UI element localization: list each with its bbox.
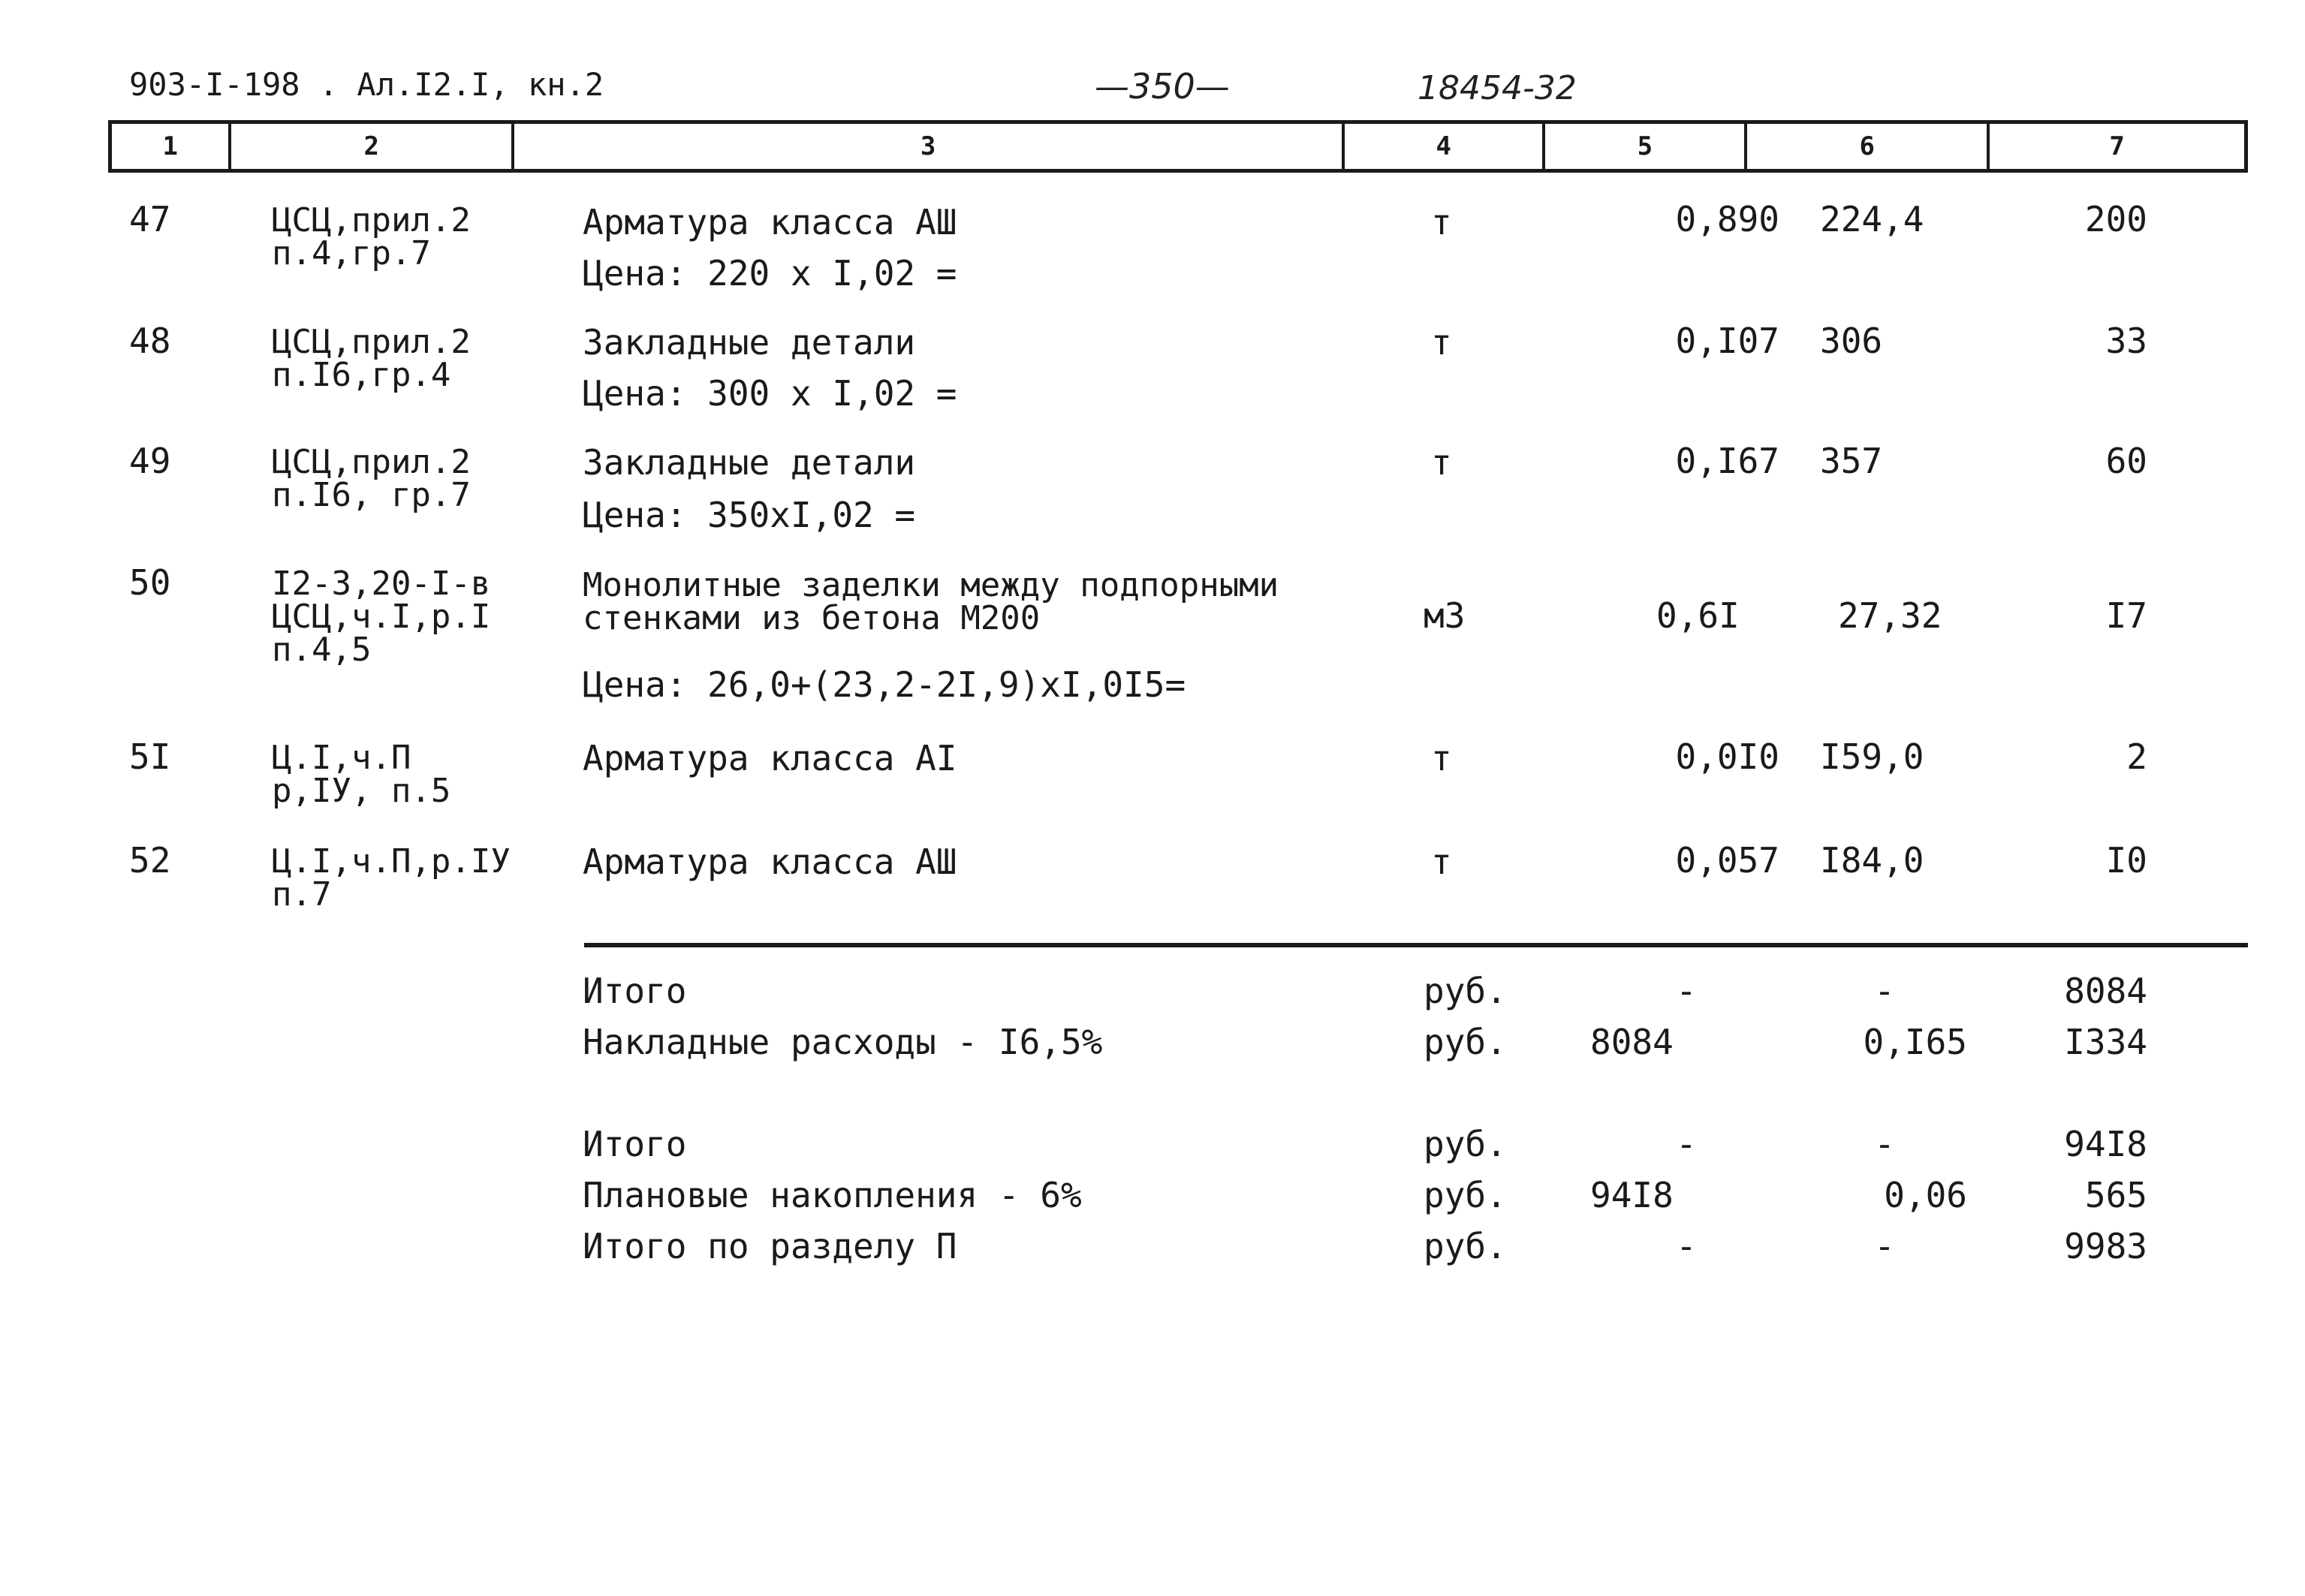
row-description: Арматура класса АШ bbox=[583, 202, 957, 242]
column-header: 3 bbox=[514, 124, 1345, 169]
summary-label: Плановые накопления - 6% bbox=[583, 1175, 1082, 1215]
summary-unit: руб. bbox=[1424, 1226, 1507, 1266]
summary-base: - bbox=[1676, 971, 1697, 1011]
column-header: 7 bbox=[2109, 131, 2125, 161]
row-unit: т bbox=[1431, 322, 1452, 363]
row-reference: р,IУ, п.5 bbox=[272, 772, 451, 810]
row-reference: п.7 bbox=[272, 875, 332, 914]
summary-total: 565 bbox=[2084, 1175, 2147, 1215]
row-description: Закладные детали bbox=[583, 442, 916, 483]
row-number: 48 bbox=[129, 321, 171, 361]
summary-base: - bbox=[1676, 1226, 1697, 1266]
row-reference: п.4,5 bbox=[272, 631, 372, 669]
column-header-row bbox=[108, 120, 2248, 173]
row-reference: Ц.I,ч.П bbox=[272, 739, 411, 777]
summary-total: 8084 bbox=[2064, 971, 2147, 1011]
summary-base: - bbox=[1676, 1124, 1697, 1164]
row-number: 50 bbox=[129, 562, 171, 603]
row-unit: т bbox=[1431, 442, 1452, 483]
summary-base: 8084 bbox=[1590, 1022, 1674, 1062]
row-reference: ЦСЦ,ч.I,р.I bbox=[272, 598, 491, 636]
column-header: 2 bbox=[231, 124, 514, 169]
row-quantity: 0,890 bbox=[1675, 199, 1779, 239]
document-reference: 903-I-198 . Ал.I2.I, кн.2 bbox=[129, 66, 604, 103]
page-number: —350— bbox=[1095, 66, 1230, 107]
row-price-formula: Цена: 350хI,02 = bbox=[583, 495, 916, 535]
row-description: Монолитные заделки между подпорными bbox=[583, 566, 1279, 604]
row-quantity: 0,6I bbox=[1656, 595, 1740, 636]
row-description: Закладные детали bbox=[583, 322, 916, 363]
handwritten-note: 18454-32 bbox=[1418, 69, 1577, 107]
row-number: 49 bbox=[129, 441, 171, 481]
row-cost: I84,0 bbox=[1820, 840, 1924, 881]
row-unit: т bbox=[1431, 202, 1452, 242]
summary-rate: 0,06 bbox=[1884, 1175, 1967, 1215]
row-price-formula: Цена: 300 х I,02 = bbox=[583, 373, 957, 414]
summary-divider bbox=[584, 943, 2248, 947]
column-header: 6 bbox=[1747, 124, 1990, 169]
row-total: 200 bbox=[2084, 199, 2147, 239]
row-unit: т bbox=[1431, 738, 1452, 778]
summary-total: 94I8 bbox=[2064, 1124, 2147, 1164]
column-header: 5 bbox=[1545, 124, 1747, 169]
row-description: Арматура класса АШ bbox=[583, 842, 957, 882]
summary-unit: руб. bbox=[1424, 1175, 1507, 1215]
summary-label: Итого bbox=[583, 1124, 687, 1164]
column-header: 1 bbox=[112, 124, 231, 169]
row-cost: 357 bbox=[1820, 441, 1883, 481]
row-unit: м3 bbox=[1424, 595, 1466, 636]
summary-label: Итого по разделу П bbox=[583, 1226, 957, 1266]
row-total: I0 bbox=[2105, 840, 2147, 881]
summary-rate: 0,I65 bbox=[1863, 1022, 1967, 1062]
row-reference: Ц.I,ч.П,р.IУ bbox=[272, 842, 511, 881]
summary-total: 9983 bbox=[2064, 1226, 2147, 1266]
row-quantity: 0,I07 bbox=[1675, 321, 1779, 361]
row-number: 47 bbox=[129, 199, 171, 239]
row-reference: I2-3,20-I-в bbox=[272, 565, 491, 603]
row-cost: I59,0 bbox=[1820, 736, 1924, 777]
summary-label: Итого bbox=[583, 971, 687, 1011]
row-reference: ЦСЦ,прил.2 bbox=[272, 443, 471, 481]
summary-base: 94I8 bbox=[1590, 1175, 1674, 1215]
summary-rate: - bbox=[1874, 971, 1895, 1011]
row-total: 33 bbox=[2105, 321, 2147, 361]
row-unit: т bbox=[1431, 842, 1452, 882]
row-quantity: 0,I67 bbox=[1675, 441, 1779, 481]
row-number: 5I bbox=[129, 736, 171, 777]
summary-unit: руб. bbox=[1424, 971, 1507, 1011]
row-description: Арматура класса АI bbox=[583, 738, 957, 778]
row-reference: ЦСЦ,прил.2 bbox=[272, 201, 471, 239]
row-reference: ЦСЦ,прил.2 bbox=[272, 323, 471, 361]
row-reference: п.I6,гр.4 bbox=[272, 356, 451, 394]
row-description: стенками из бетона М200 bbox=[583, 599, 1041, 637]
summary-total: I334 bbox=[2064, 1022, 2147, 1062]
summary-unit: руб. bbox=[1424, 1022, 1507, 1062]
row-quantity: 0,057 bbox=[1675, 840, 1779, 881]
row-cost: 306 bbox=[1820, 321, 1883, 361]
summary-rate: - bbox=[1874, 1124, 1895, 1164]
row-reference: п.I6, гр.7 bbox=[272, 476, 471, 514]
summary-label: Накладные расходы - I6,5% bbox=[583, 1022, 1103, 1062]
row-total: 2 bbox=[2126, 736, 2147, 777]
summary-rate: - bbox=[1874, 1226, 1895, 1266]
row-cost: 224,4 bbox=[1820, 199, 1924, 239]
row-total: I7 bbox=[2105, 595, 2147, 636]
row-reference: п.4,гр.7 bbox=[272, 234, 431, 273]
column-header: 4 bbox=[1345, 124, 1545, 169]
row-cost: 27,32 bbox=[1838, 595, 1942, 636]
row-number: 52 bbox=[129, 840, 171, 881]
row-quantity: 0,0I0 bbox=[1675, 736, 1779, 777]
row-price-formula: Цена: 26,0+(23,2-2I,9)хI,0I5= bbox=[583, 664, 1186, 705]
row-total: 60 bbox=[2105, 441, 2147, 481]
row-price-formula: Цена: 220 х I,02 = bbox=[583, 253, 957, 294]
summary-unit: руб. bbox=[1424, 1124, 1507, 1164]
